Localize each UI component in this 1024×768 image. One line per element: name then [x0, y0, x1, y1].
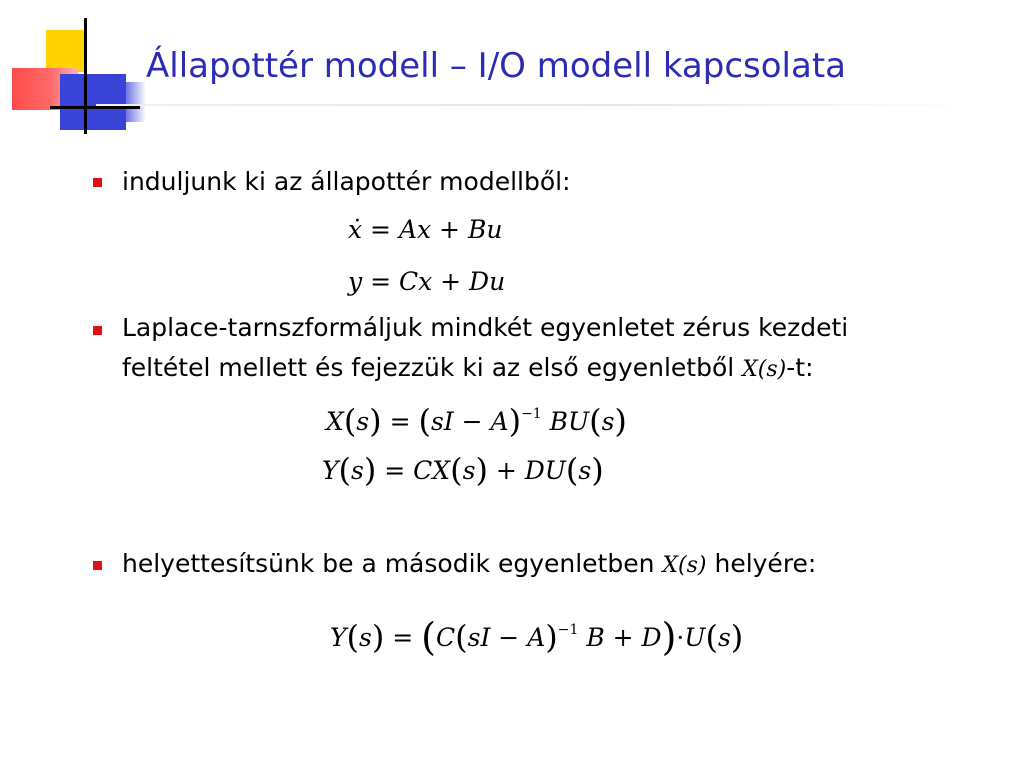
- equation-laplace-output: Y(s) = CX(s) + DU(s): [322, 451, 604, 489]
- blue-square: [60, 74, 126, 130]
- inline-math-xs: X(s): [742, 357, 787, 382]
- bullet-2-line-2-text: feltétel mellett és fejezzük ki az első egyenletből: [122, 353, 735, 382]
- equation-output: y = Cx + Du: [348, 267, 506, 296]
- bullet-2-line-2-suffix: -t:: [786, 353, 814, 382]
- vertical-line: [84, 18, 87, 134]
- bullet-marker: [93, 326, 102, 335]
- bullet-2-line-1: Laplace-tarnszformáljuk mindkét egyenletet zérus kezdeti: [122, 313, 849, 342]
- equation-laplace-state: X(s) = (sI − A)$^{-1}$ BU(s): [326, 402, 627, 440]
- bullet-3-text: [122, 548, 816, 582]
- slide-title: Állapottér modell – I/O modell kapcsolata: [146, 46, 847, 86]
- corner-decoration: [0, 0, 150, 140]
- bullet-3-text-before: helyettesítsünk be a második egyenletben: [122, 549, 655, 578]
- bullet-marker: [93, 561, 102, 570]
- bullet-2-line-2: [122, 352, 814, 386]
- bullet-1-text: induljunk ki az állapottér modellből:: [122, 167, 571, 196]
- bullet-3-text-after: helyére:: [714, 549, 817, 578]
- horizontal-line: [50, 106, 140, 109]
- bullet-marker: [93, 178, 102, 187]
- equation-io-model: Y(s) = (C(sI − A)$^{-1}$ B + D)·U(s): [330, 615, 744, 659]
- yellow-square: [46, 30, 86, 72]
- equation-state: ẋ = Ax + Bu: [348, 215, 503, 244]
- inline-math-xs: X(s): [662, 553, 707, 578]
- title-underline: [96, 104, 976, 106]
- blue-fade: [126, 82, 146, 122]
